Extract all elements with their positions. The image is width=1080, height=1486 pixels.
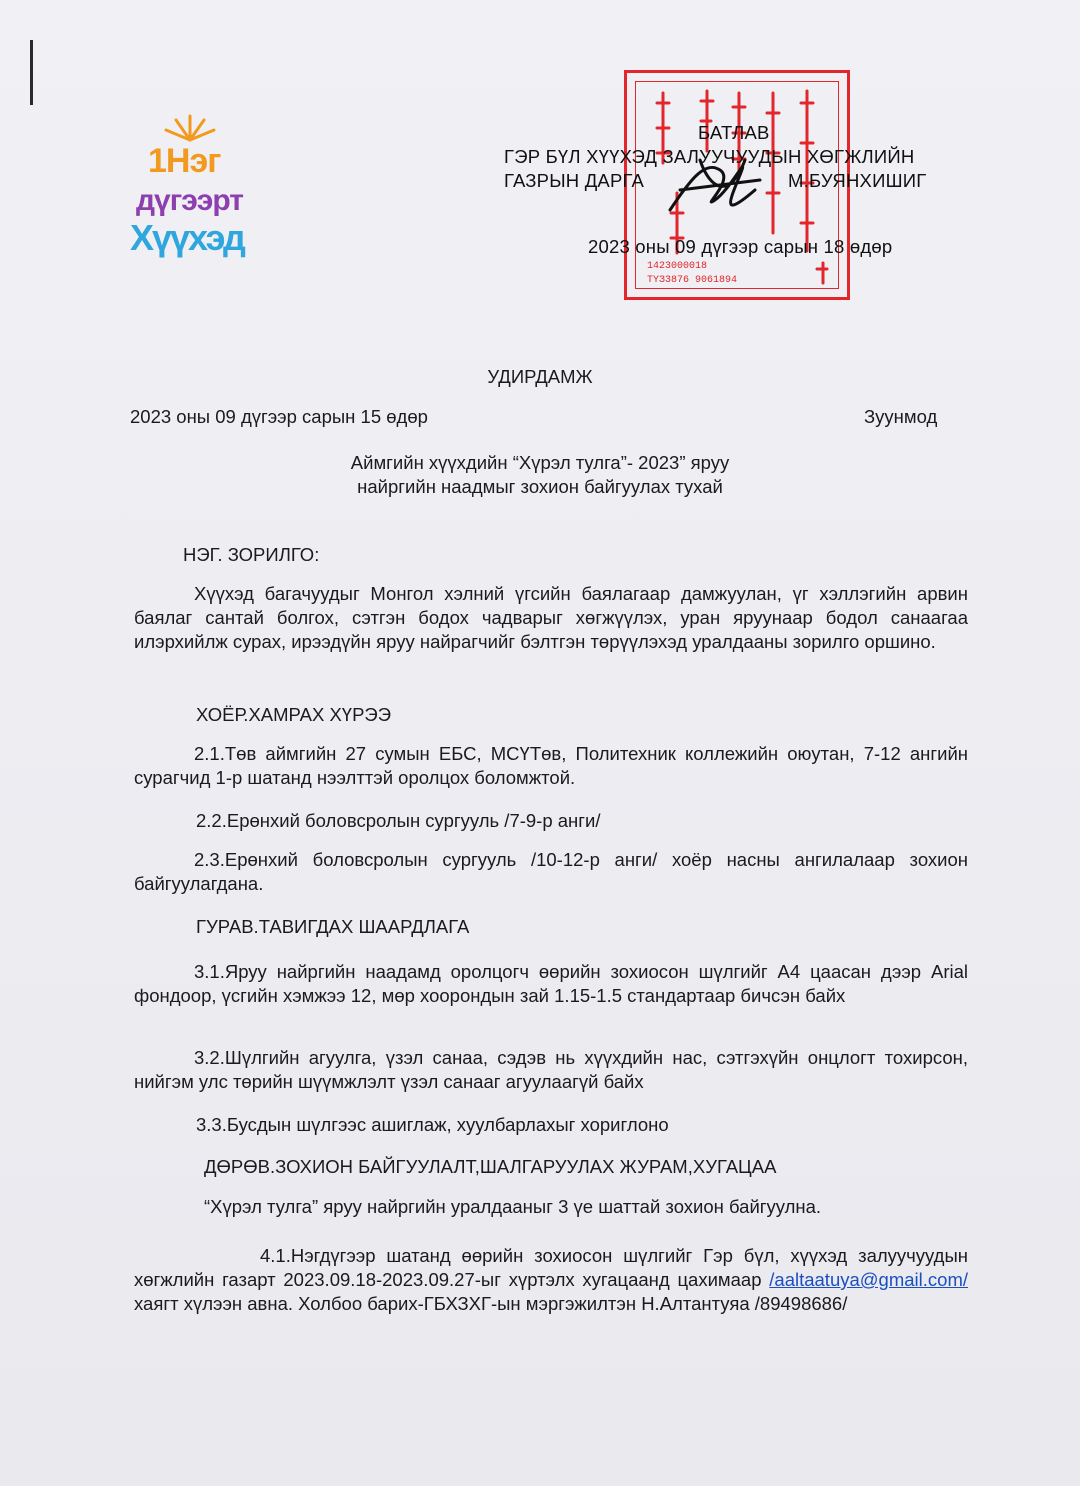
logo-text-1: 1Нэг bbox=[148, 142, 221, 180]
section-4-1: 4.1.Нэгдүгээр шатанд өөрийн зохиосон шүлгийг Гэр бүл, хүүхэд залуучуудын хөгжлийн газарт 2023.09.18-2023.09.27-ыг хүртэлх хугацаанд цахимаар /aaltaatuya@gmail.com/ хаягт хүлээн авна. Холбоо барих-ГБХЗХГ-ын мэргэжилтэн Н.Алтантуяа /89498686/ bbox=[134, 1245, 968, 1314]
logo-text-3: Хүүхэд bbox=[130, 217, 244, 258]
logo-text-2: дүгээрт bbox=[136, 184, 243, 217]
section-3-3: 3.3.Бусдын шүлгээс ашиглаж, хуулбарлахыг хориглоно bbox=[196, 1114, 669, 1135]
section-4-intro: “Хүрэл тулга” яруу найргийн уралдааныг 3 үе шаттай зохион байгуулна. bbox=[204, 1196, 822, 1217]
document-subject-line-1: Аймгийн хүүхдийн “Хүрэл тулга”- 2023” яруу bbox=[350, 452, 730, 473]
approval-date: 2023 оны 09 дүгээр сарын 18 өдөр bbox=[588, 236, 893, 257]
document-date: 2023 оны 09 дүгээр сарын 15 өдөр bbox=[130, 406, 428, 427]
section-2-3: 2.3.Ерөнхий боловсролын сургууль /10-12-р анги/ хоёр насны ангилалаар зохион байгуулагдана. bbox=[134, 849, 968, 894]
scan-edge-mark bbox=[30, 40, 33, 105]
logo bbox=[130, 112, 280, 262]
section-4-heading: ДӨРӨВ.ЗОХИОН БАЙГУУЛАЛТ,ШАЛГАРУУЛАХ ЖУРАМ,ХУГАЦАА bbox=[204, 1156, 777, 1177]
stamp-number-1: 1423000018 bbox=[647, 261, 708, 272]
section-3-2: 3.2.Шүлгийн агуулга, үзэл санаа, сэдэв нь хүүхдийн нас, сэтгэхүйн онцлогт тохирсон, нийгэм улс төрийн шүүмжлэлт үзэл санааг агуулаагүй байх bbox=[134, 1047, 968, 1092]
section-3-1: 3.1.Яруу найргийн наадамд оролцогч өөрийн зохиосон шүлгийг А4 цаасан дээр Arial фондоор, үсгийн хэмжээ 12, мөр хоорондын зай 1.15-1.5 стандартаар бичсэн байх bbox=[134, 961, 968, 1006]
sun-rays-icon bbox=[160, 112, 220, 142]
document-title: УДИРДАМЖ bbox=[487, 366, 593, 387]
approval-org-line: ГЭР БҮЛ ХҮҮХЭД ЗАЛУУЧУУДЫН ХӨГЖЛИЙН bbox=[504, 146, 915, 167]
document-subject-line-2: найргийн наадмыг зохион байгуулах тухай bbox=[357, 476, 723, 497]
approval-title: БАТЛАВ bbox=[698, 122, 770, 143]
section-3-heading: ГУРАВ.ТАВИГДАХ ШААРДЛАГА bbox=[196, 916, 470, 937]
section-2-1: 2.1.Төв аймгийн 27 сумын ЕБС, МСҮТөв, Политехник коллежийн оюутан, 7-12 ангийн сурагчид 1-р шатанд нээлттэй оролцох боломжтой. bbox=[134, 743, 968, 788]
section-1-text: Хүүхэд багачуудыг Монгол хэлний үгсийн баялагаар дамжуулан, үг хэллэгийн арвин баялаг сантай болгох, сэтгэн бодох чадварыг хөгжүүлэх, уран яруунаар бодол санаагаа илэрхийлж сурах, ирээдүйн яруу найрагчийг бэлтгэн төрүүлэхэд уралдааны зорилго оршино. bbox=[134, 583, 968, 652]
section-2-heading: ХОЁР.ХАМРАХ ХҮРЭЭ bbox=[196, 704, 392, 725]
approval-head-name: М.БУЯНХИШИГ bbox=[788, 170, 927, 191]
document-place: Зуунмод bbox=[864, 406, 938, 427]
section-1-heading: НЭГ. ЗОРИЛГО: bbox=[183, 544, 320, 565]
email-link[interactable]: /aaltaatuya@gmail.com/ bbox=[769, 1269, 968, 1290]
section-2-2: 2.2.Ерөнхий боловсролын сургууль /7-9-р анги/ bbox=[196, 810, 601, 831]
approval-head-title: ГАЗРЫН ДАРГА bbox=[504, 170, 645, 191]
stamp-number-2: ТҮЗ3876 9061894 bbox=[647, 275, 738, 286]
